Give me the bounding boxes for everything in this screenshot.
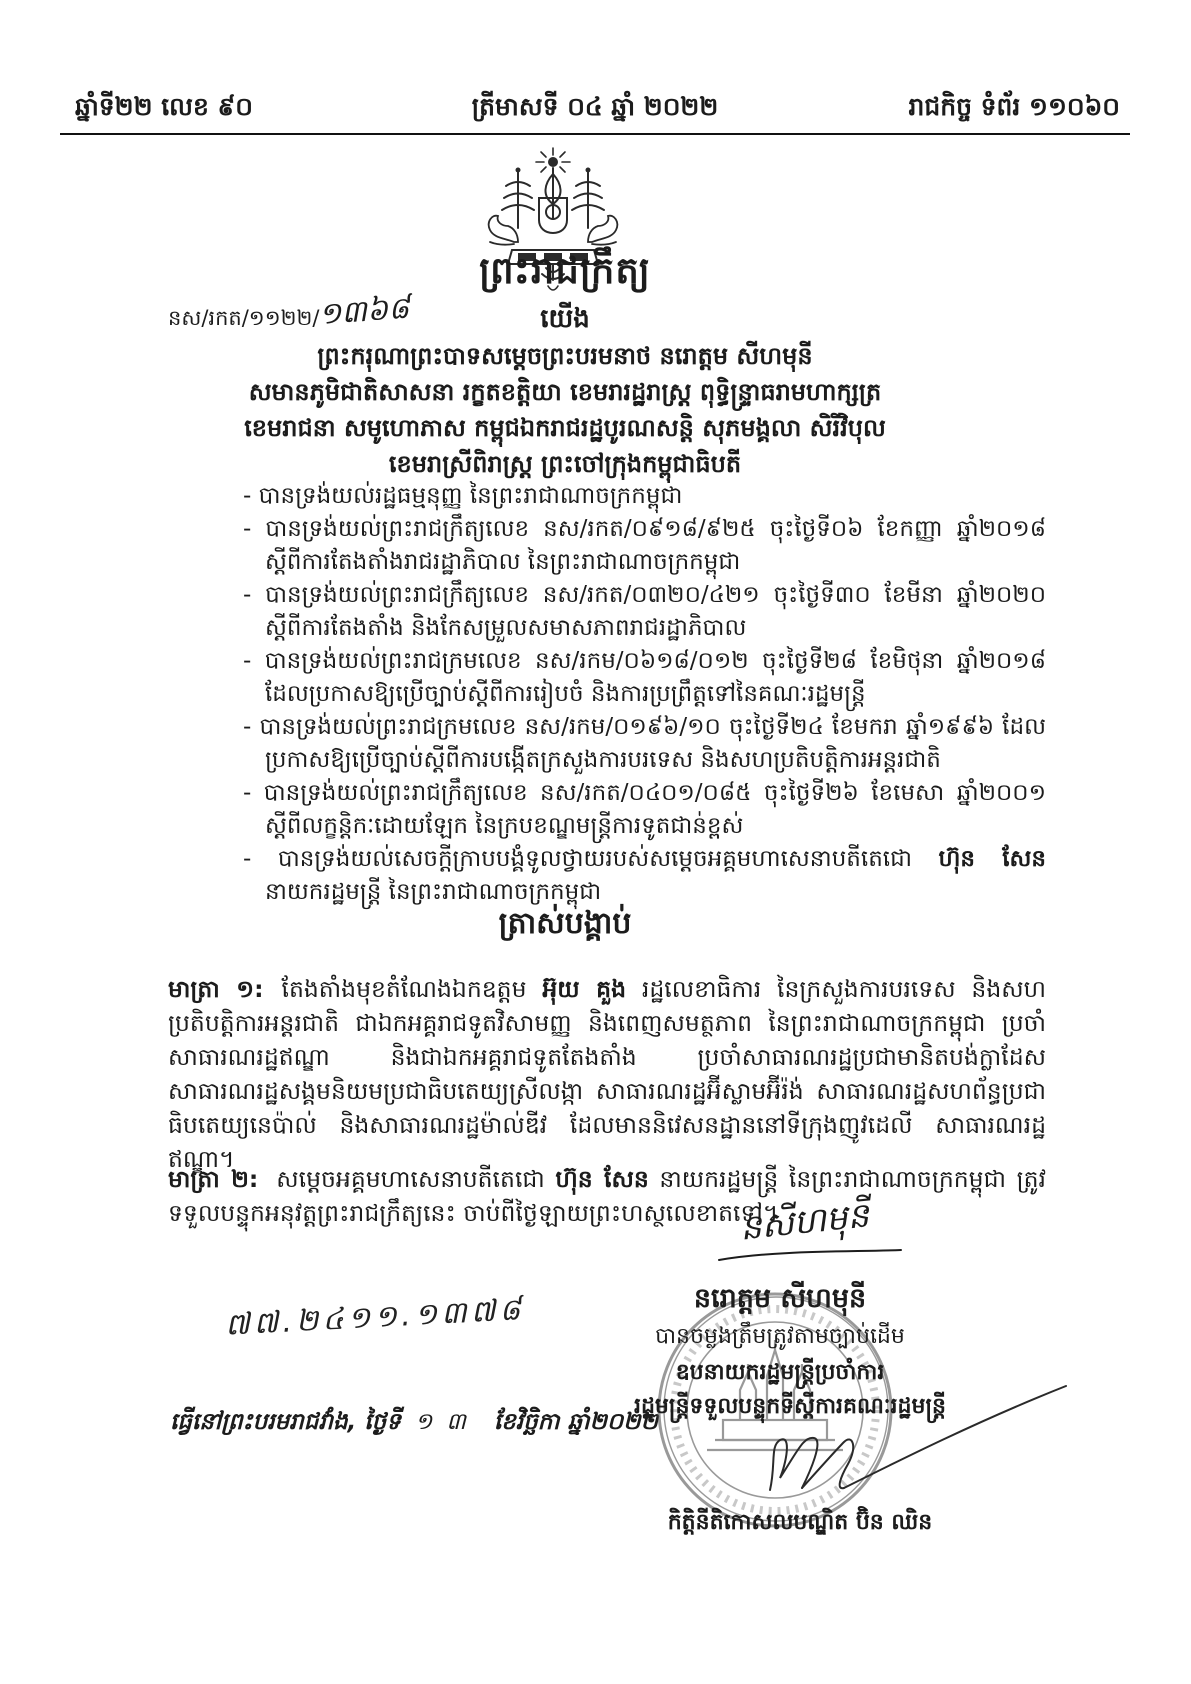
header-divider xyxy=(60,133,1130,135)
article-2-text: សម្តេចអគ្គមហាសេនាបតីតេជោ xyxy=(276,1165,556,1193)
preamble-text: បានទ្រង់យល់រដ្ឋធម្មនុញ្ញ នៃព្រះរាជាណាចក្រកម្ពុជា xyxy=(258,483,683,509)
document-title: ព្រះរាជក្រឹត្យ xyxy=(479,249,651,292)
royal-titles xyxy=(0,338,1130,482)
signer-printed-name: កិត្តិនីតិកោសលបណ្ឌិត ប៊ិន ឈិន xyxy=(667,1510,933,1535)
reference-number-handwritten: ១៣៦៨ xyxy=(317,290,411,333)
preamble-text: បានទ្រង់យល់ព្រះរាជក្រមលេខ នស/រកម/០៦១៨/០១២ ចុះថ្ងៃទី២៨ ខែមិថុនា ឆ្នាំ២០១៨ ដែលប្រកាសឱ្យប្រើច្បាប់ស្តីពីការរៀបចំ និងការប្រព្រឹត្តទៅនៃគណៈរដ្ឋមន្ត្រី xyxy=(264,648,1046,707)
royal-title-line: ខេមរាស្រីពិរាស្ត្រ ព្រះចៅក្រុងកម្ពុជាធិបតី xyxy=(388,450,742,478)
preamble-item xyxy=(243,579,1046,645)
date-line-day: ១៣ xyxy=(414,1409,480,1435)
date-line xyxy=(170,1408,658,1441)
date-line-post: ខែវិច្ឆិកា ឆ្នាំ២០២២ xyxy=(493,1409,658,1435)
royal-we: យើង xyxy=(540,304,590,334)
article-2-pm-name: ហ៊ុន សែន xyxy=(555,1165,649,1193)
royal-title-line: ខេមរាជនា សមូហោភាស កម្ពុជឯករាជរដ្ឋបូរណសន្តិ សុភមង្គលា សិរីវិបុល xyxy=(244,414,886,442)
preamble-item xyxy=(243,480,1046,513)
handwritten-registry-note: ៧៧.២៤១១.១៣៧៨ xyxy=(224,1292,526,1343)
minister-title: រដ្ឋមន្ត្រីទទួលបន្ទុកទីស្តីការគណៈរដ្ឋមន្ត្រី xyxy=(633,1394,946,1419)
order-heading: ត្រាស់បង្គាប់ xyxy=(498,906,632,941)
reference-number-printed: នស/រកត/១១២២/ xyxy=(168,306,320,330)
preamble-text: បានទ្រង់យល់ព្រះរាជក្រឹត្យលេខ នស/រកត/០៩១៨/៩២៥ ចុះថ្ងៃទី០៦ ខែកញ្ញា ឆ្នាំ២០១៨ ស្តីពីការតែងតាំងរាជរដ្ឋាភិបាល នៃព្រះរាជាណាចក្រកម្ពុជា xyxy=(265,516,1046,575)
king-signature-script: នសីហមុនី xyxy=(737,1195,871,1249)
preamble-text: បានទ្រង់យល់ព្រះរាជក្រឹត្យលេខ នស/រកត/០៤០១/០៨៥ ចុះថ្ងៃទី២៦ ខែមេសា ឆ្នាំ២០០១ ស្តីពីលក្ខន្តិកៈដោយឡែក នៃក្របខណ្ឌមន្ត្រីការទូតជាន់ខ្ពស់ xyxy=(263,780,1046,839)
preamble-text: នាយករដ្ឋមន្ត្រី នៃព្រះរាជាណាចក្រកម្ពុជា xyxy=(265,879,602,905)
gazette-page-number: រាជកិច្ច ទំព័រ ១១០៦០ xyxy=(908,92,1120,121)
article-1 xyxy=(168,972,1046,1176)
article-1-text: រដ្ឋលេខាធិការ នៃក្រសួងការបរទេស និងសហប្រតិបត្តិការអន្តរជាតិ ជាឯកអគ្គរាជទូតវិសាមញ្ញ និងពេញសមត្ថភាព នៃព្រះរាជាណាចក្រកម្ពុជា ប្រចាំសាធារណរដ្ឋឥណ្ឌា និងជាឯកអគ្គរាជទូតតែងតាំង ប្រចាំសាធារណរដ្ឋប្រជាមានិតបង់ក្លាដែស សាធារណរដ្ឋសង្គមនិយមប្រជាធិបតេយ្យស្រីលង្កា សាធារណរដ្ឋអ៊ីស្លាមអ៊ីរ៉ង់ សាធារណរដ្ឋសហព័ន្ធប្រជាធិបតេយ្យនេប៉ាល់ និងសាធារណរដ្ឋម៉ាល់ឌីវ ដែលមាននិវេសនដ្ឋាននៅទីក្រុងញូវដេលី សាធារណរដ្ឋឥណ្ឌា។ xyxy=(168,975,1047,1173)
preamble-text: បានទ្រង់យល់ព្រះរាជក្រឹត្យលេខ នស/រកត/០៣២០/៤២១ ចុះថ្ងៃទី៣០ ខែមីនា ឆ្នាំ២០២០ ស្តីពីការតែងតាំង និងកែសម្រួលសមាសភាពរាជរដ្ឋាភិបាល xyxy=(265,582,1046,641)
article-2 xyxy=(168,1162,1046,1230)
article-1-label: មាត្រា ១: xyxy=(168,975,264,1003)
preamble-item xyxy=(243,645,1046,711)
preamble-item xyxy=(243,777,1046,843)
preamble-name: ហ៊ុន សែន xyxy=(938,846,1046,872)
preamble-list xyxy=(243,480,1046,909)
article-1-appointee-name: អ៊ុយ គួង xyxy=(542,975,627,1003)
preamble-text: បានទ្រង់យល់សេចក្តីក្រាបបង្គំទូលថ្វាយរបស់សម្តេចអគ្គមហាសេនាបតីតេជោ xyxy=(277,846,939,872)
king-signature-underline xyxy=(715,1248,905,1262)
king-printed-name: នរោត្តម សីហមុនី xyxy=(693,1283,867,1314)
gazette-year-number: ឆ្នាំទី២២ លេខ ៩០ xyxy=(75,92,253,121)
article-2-text: នាយករដ្ឋមន្ត្រី នៃព្រះរាជាណាចក្រកម្ពុជា ត្រូវទទួលបន្ទុកអនុវត្តព្រះរាជក្រឹត្យនេះ ចាប់ពីថ្ងៃឡាយព្រះហស្ថលេខាតទៅ។ xyxy=(168,1165,1046,1227)
reference-number xyxy=(168,290,411,340)
gazette-quarter-year: ត្រីមាសទី ០៤ ឆ្នាំ ២០២២ xyxy=(471,92,719,121)
certified-copy-line: បានចម្លងត្រឹមត្រូវតាមច្បាប់ដើម xyxy=(655,1324,905,1349)
deputy-pm-title: ឧបនាយករដ្ឋមន្ត្រីប្រចាំការ xyxy=(675,1360,885,1385)
article-1-text: តែងតាំងមុខតំណែងឯកឧត្តម xyxy=(281,975,543,1003)
gazette-header xyxy=(60,92,1130,128)
royal-title-line: សមានភូមិជាតិសាសនា រក្ខតខត្តិយា ខេមរារដ្ឋរាស្ត្រ ពុទ្ធិន្ទ្រាធរាមហាក្សត្រ xyxy=(248,378,882,406)
preamble-item xyxy=(243,711,1046,777)
signer-signature-icon xyxy=(740,1380,1070,1520)
royal-title-line: ព្រះករុណាព្រះបាទសម្តេចព្រះបរមនាថ នរោត្តម សីហមុនី xyxy=(317,342,813,370)
preamble-text: បានទ្រង់យល់ព្រះរាជក្រមលេខ នស/រកម/០១៩៦/១០ ចុះថ្ងៃទី២៤ ខែមករា ឆ្នាំ១៩៩៦ ដែលប្រកាសឱ្យប្រើច្បាប់ស្តីពីការបង្កើតក្រសួងការបរទេស និងសហប្រតិបត្តិការអន្តរជាតិ xyxy=(259,714,1046,773)
date-line-pre: ធ្វើនៅព្រះបរមរាជវាំង, ថ្ងៃទី xyxy=(170,1409,401,1435)
preamble-item xyxy=(243,843,1046,909)
article-2-label: មាត្រា ២: xyxy=(168,1165,259,1193)
preamble-item xyxy=(243,513,1046,579)
